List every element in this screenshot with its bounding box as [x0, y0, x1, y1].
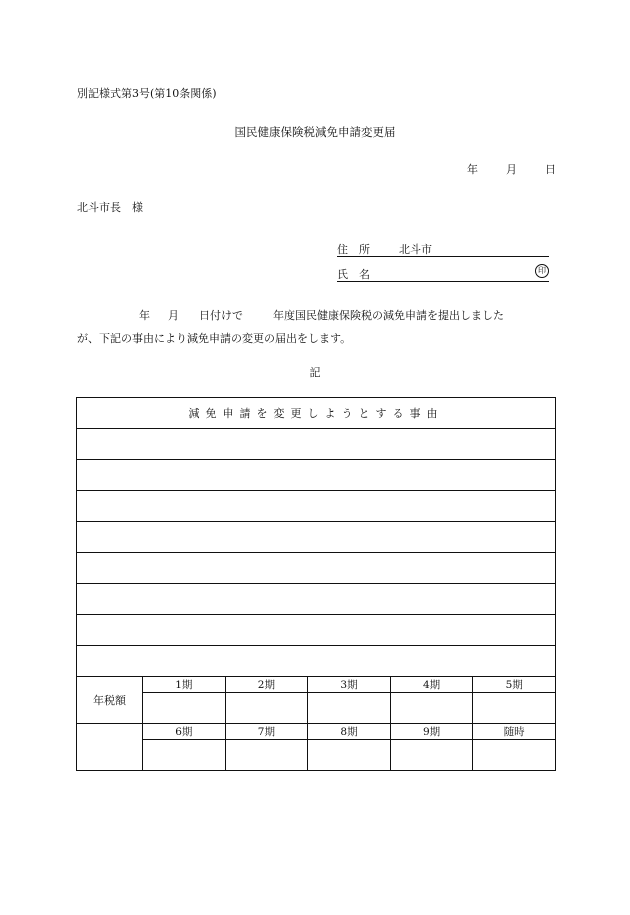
address-field[interactable] [337, 241, 549, 257]
date-year-label: 年 [467, 163, 478, 176]
body-dated-label: 日付けで [199, 309, 243, 322]
name-field[interactable] [337, 266, 549, 282]
period-2-amount[interactable] [225, 693, 308, 724]
body-paragraph [77, 304, 551, 350]
period-8-label: 8期 [308, 724, 391, 740]
period-9-label: 9期 [390, 724, 473, 740]
period-5-amount[interactable] [473, 693, 556, 724]
ki-heading: 記 [309, 366, 321, 379]
name-label: 氏 名 [337, 268, 370, 281]
period-8-amount[interactable] [308, 740, 391, 771]
form-number: 別記様式第3号(第10条関係) [77, 87, 217, 100]
period-3-amount[interactable] [308, 693, 391, 724]
date-month-label: 月 [506, 163, 517, 176]
period-1-amount[interactable] [143, 693, 226, 724]
date-day-label: 日 [545, 163, 556, 176]
period-3-label: 3期 [308, 677, 391, 693]
body-text-line2: が、下記の事由により減免申請の変更の届出をします。 [77, 332, 352, 345]
reason-line[interactable] [77, 584, 556, 615]
period-2-label: 2期 [225, 677, 308, 693]
reason-line[interactable] [77, 553, 556, 584]
period-5-label: 5期 [473, 677, 556, 693]
period-4-label: 4期 [390, 677, 473, 693]
reason-line[interactable] [77, 615, 556, 646]
annual-tax-label: 年税額 [77, 677, 143, 724]
addressee: 北斗市長 様 [77, 201, 143, 214]
period-6-label: 6期 [143, 724, 226, 740]
period-anytime-label: 随時 [473, 724, 556, 740]
address-label: 住 所 [337, 243, 370, 256]
period-7-amount[interactable] [225, 740, 308, 771]
address-value: 北斗市 [399, 243, 432, 256]
reason-line[interactable] [77, 491, 556, 522]
reason-line[interactable] [77, 460, 556, 491]
period-9-amount[interactable] [390, 740, 473, 771]
period-anytime-amount[interactable] [473, 740, 556, 771]
tax-table [76, 676, 556, 771]
reason-line[interactable] [77, 522, 556, 553]
period-7-label: 7期 [225, 724, 308, 740]
annual-tax-label-continued [77, 724, 143, 771]
period-4-amount[interactable] [390, 693, 473, 724]
period-6-amount[interactable] [143, 740, 226, 771]
body-year-label: 年 [139, 309, 150, 322]
period-1-label: 1期 [143, 677, 226, 693]
seal-icon: 印 [535, 264, 549, 278]
page-title: 国民健康保険税減免申請変更届 [234, 125, 396, 139]
reason-line[interactable] [77, 646, 556, 677]
reason-table-header: 減免申請を変更しようとする事由 [77, 398, 556, 429]
reason-line[interactable] [77, 429, 556, 460]
body-month-label: 月 [168, 309, 179, 322]
body-text-line1: 年度国民健康保険税の減免申請を提出しました [273, 309, 504, 322]
reason-table [76, 397, 556, 677]
date-line [467, 161, 556, 177]
